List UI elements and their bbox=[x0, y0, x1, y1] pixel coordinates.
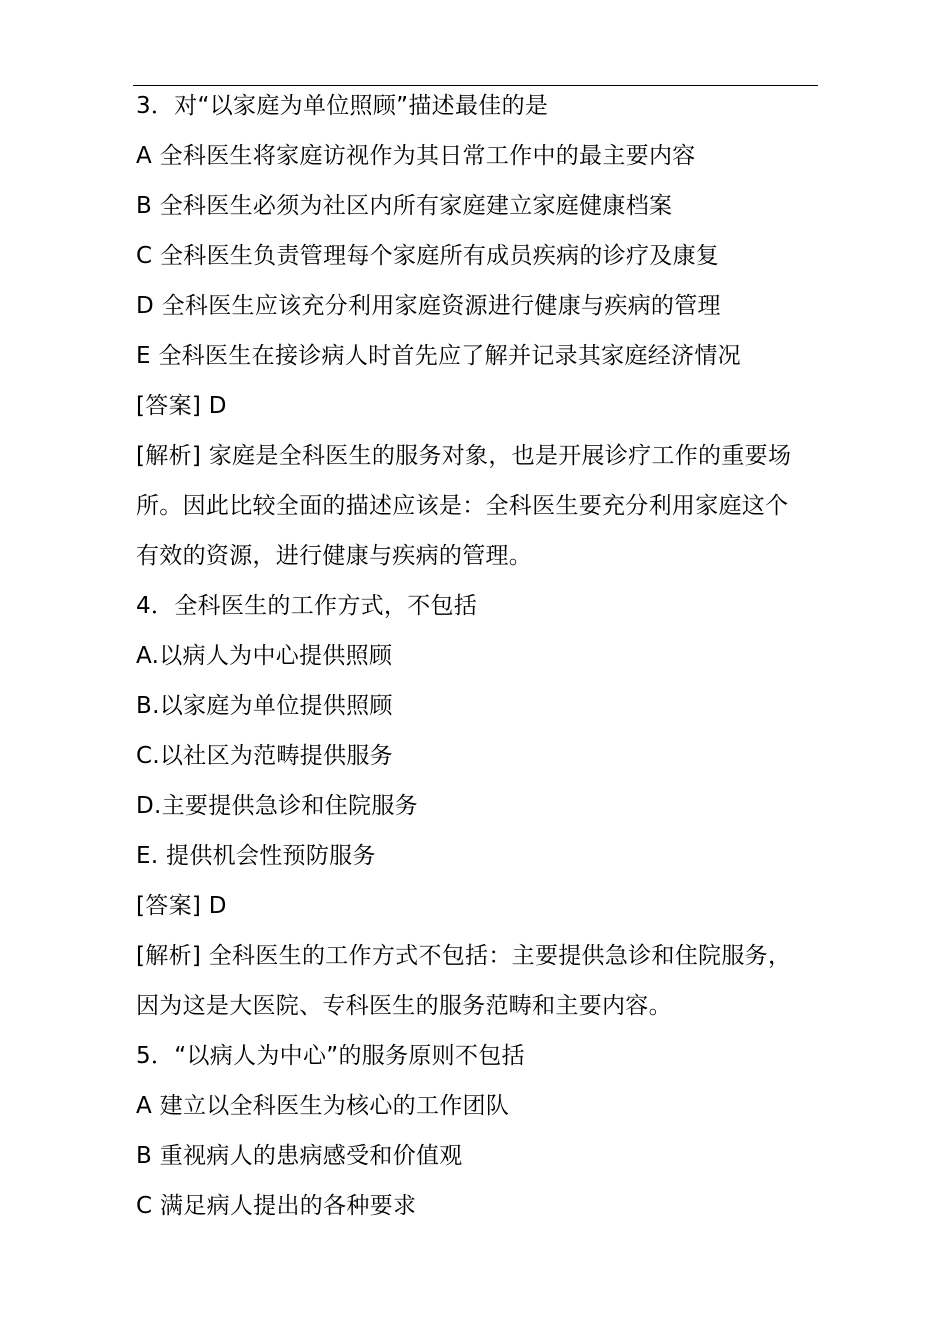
question-3 bbox=[136, 81, 826, 581]
option-b: B 全科医生必须为社区内所有家庭建立家庭健康档案 bbox=[136, 193, 673, 219]
option-c: C 全科医生负责管理每个家庭所有成员疾病的诊疗及康复 bbox=[136, 243, 720, 269]
option-b: B.以家庭为单位提供照顾 bbox=[136, 693, 393, 719]
answer: [答案] D bbox=[136, 893, 227, 919]
document-body bbox=[136, 81, 826, 1231]
analysis-line: 所。因此比较全面的描述应该是：全科医生要充分利用家庭这个 bbox=[136, 493, 789, 519]
option-d: D 全科医生应该充分利用家庭资源进行健康与疾病的管理 bbox=[136, 293, 721, 319]
question-stem: 5．“以病人为中心”的服务原则不包括 bbox=[136, 1043, 525, 1069]
analysis-line: [解析] 全科医生的工作方式不包括：主要提供急诊和住院服务， bbox=[136, 943, 792, 969]
analysis-line: [解析] 家庭是全科医生的服务对象，也是开展诊疗工作的重要场 bbox=[136, 443, 792, 469]
option-a: A 全科医生将家庭访视作为其日常工作中的最主要内容 bbox=[136, 143, 696, 169]
question-stem: 3．对“以家庭为单位照顾”描述最佳的是 bbox=[136, 93, 549, 119]
analysis bbox=[136, 931, 826, 1031]
question-stem: 4．全科医生的工作方式，不包括 bbox=[136, 593, 478, 619]
answer: [答案] D bbox=[136, 393, 227, 419]
analysis bbox=[136, 431, 826, 581]
option-a: A 建立以全科医生为核心的工作团队 bbox=[136, 1093, 510, 1119]
question-5 bbox=[136, 1031, 826, 1231]
option-b: B 重视病人的患病感受和价值观 bbox=[136, 1143, 463, 1169]
analysis-line: 有效的资源，进行健康与疾病的管理。 bbox=[136, 543, 533, 569]
analysis-line: 因为这是大医院、专科医生的服务范畴和主要内容。 bbox=[136, 993, 672, 1019]
option-a: A.以病人为中心提供照顾 bbox=[136, 643, 393, 669]
option-c: C 满足病人提出的各种要求 bbox=[136, 1193, 417, 1219]
option-e: E 全科医生在接诊病人时首先应了解并记录其家庭经济情况 bbox=[136, 343, 741, 369]
option-c: C.以社区为范畴提供服务 bbox=[136, 743, 393, 769]
option-e: E. 提供机会性预防服务 bbox=[136, 843, 376, 869]
option-d: D.主要提供急诊和住院服务 bbox=[136, 793, 418, 819]
question-4 bbox=[136, 581, 826, 1031]
